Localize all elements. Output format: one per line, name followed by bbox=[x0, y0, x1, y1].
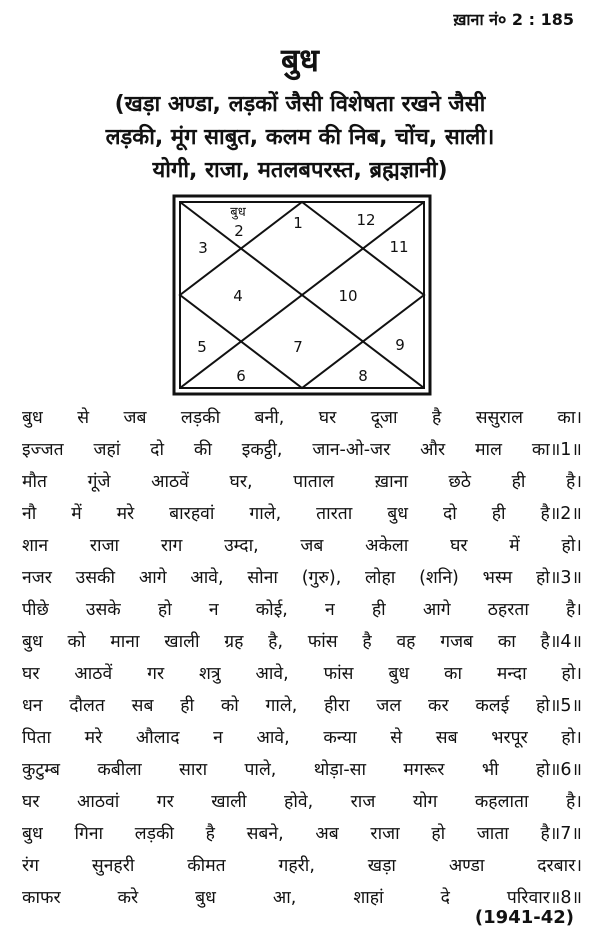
subtitle-line: योगी, राजा, मतलबपरस्त, ब्रह्मज्ञानी) bbox=[152, 158, 448, 183]
period-label: (1941-42) bbox=[474, 907, 574, 928]
house-number: 4 bbox=[233, 287, 243, 305]
house-number: 6 bbox=[236, 367, 246, 385]
house-number: 9 bbox=[395, 336, 405, 354]
verse-line: बुध से जब लड़की बनी, घर दूजा है ससुराल का। bbox=[22, 408, 582, 428]
verse-line: रंग सुनहरी कीमत गहरी, खड़ा अण्डा दरबार। bbox=[22, 856, 582, 876]
horoscope-chart bbox=[172, 194, 432, 396]
subtitle-line: लड़की, मूंग साबुत, कलम की निब, चोंच, साली। bbox=[105, 125, 495, 150]
house-number: 10 bbox=[338, 287, 358, 305]
page-title: बुध bbox=[281, 41, 319, 79]
verse-block bbox=[22, 402, 582, 914]
verse-line: नौ में मरे बारहवां गाले, तारता बुध दो ही है॥2॥ bbox=[22, 504, 582, 524]
verse-line: घर आठवां गर खाली होवे, राज योग कहलाता है। bbox=[22, 792, 582, 812]
verse-line: घर आठवें गर शत्रु आवे, फांस बुध का मन्दा हो। bbox=[22, 664, 582, 684]
verse-line: पीछे उसके हो न कोई, न ही आगे ठहरता है। bbox=[22, 600, 582, 620]
house-number: 2 bbox=[234, 222, 244, 240]
subtitle-line: (खड़ा अण्डा, लड़कों जैसी विशेषता रखने जैसी bbox=[114, 92, 486, 117]
house-number: 7 bbox=[293, 338, 303, 356]
subtitle-block bbox=[10, 88, 590, 187]
horoscope-chart-svg bbox=[172, 194, 432, 396]
house-number: 1 bbox=[293, 214, 303, 232]
verse-line: धन दौलत सब ही को गाले, हीरा जल कर कलई हो॥5॥ bbox=[22, 696, 582, 716]
planet-label: बुध bbox=[230, 205, 246, 220]
page-reference: ख़ाना नं० 2 : 185 bbox=[453, 10, 574, 29]
verse-line: कुटुम्ब कबीला सारा पाले, थोड़ा-सा मगरूर भी हो॥6॥ bbox=[22, 760, 582, 780]
house-number: 3 bbox=[198, 239, 208, 257]
house-number: 12 bbox=[356, 211, 376, 229]
house-number: 5 bbox=[197, 338, 207, 356]
verse-line: मौत गूंजे आठवें घर, पाताल ख़ाना छठे ही है। bbox=[22, 472, 582, 492]
verse-line: काफर करे बुध आ, शाहां दे परिवार॥8॥ bbox=[22, 888, 582, 908]
house-number: 11 bbox=[389, 238, 409, 256]
verse-line: बुध को माना खाली ग्रह है, फांस है वह गजब का है॥4॥ bbox=[22, 632, 582, 652]
house-number: 8 bbox=[358, 367, 368, 385]
verse-line: इज्जत जहां दो की इकट्ठी, जान-ओ-जर और माल का॥1॥ bbox=[22, 440, 582, 460]
verse-line: पिता मरे औलाद न आवे, कन्या से सब भरपूर हो। bbox=[22, 728, 582, 748]
verse-line: बुध गिना लड़की है सबने, अब राजा हो जाता है॥7॥ bbox=[22, 824, 582, 844]
verse-line: नजर उसकी आगे आवे, सोना (गुरु), लोहा (शनि) भस्म हो॥3॥ bbox=[22, 568, 582, 588]
verse-line: शान राजा राग उम्दा, जब अकेला घर में हो। bbox=[22, 536, 582, 556]
